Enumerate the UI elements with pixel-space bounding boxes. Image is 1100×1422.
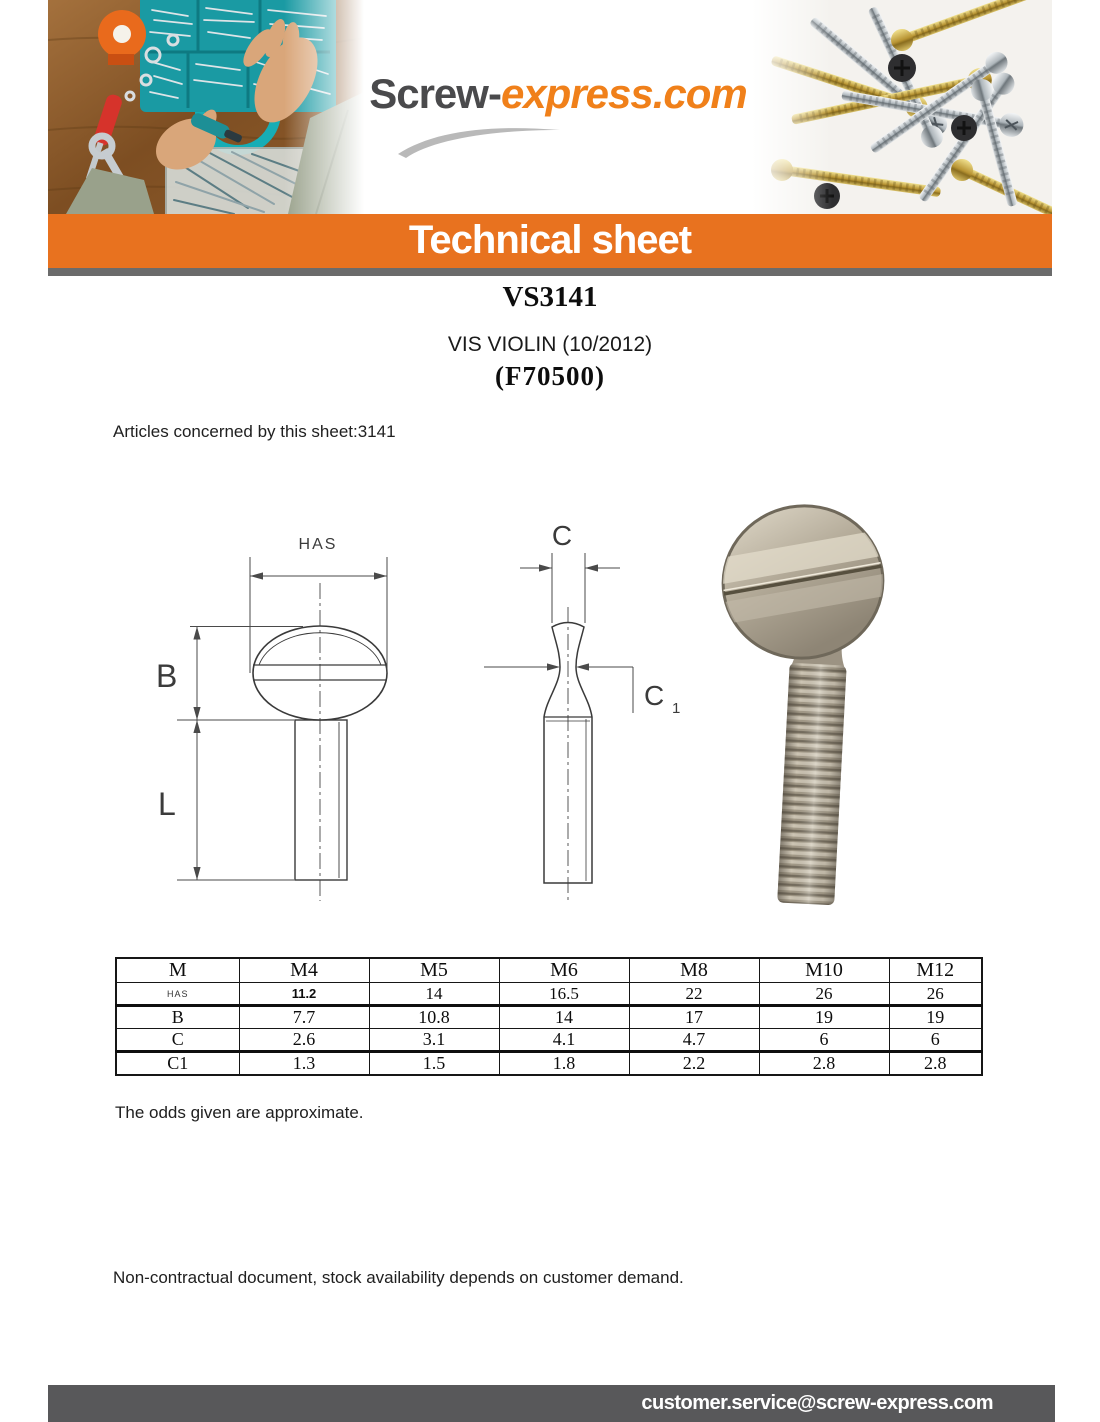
thumb-screw-photo (705, 492, 925, 912)
cell: 3.1 (369, 1029, 499, 1052)
screw-pile-photo (752, 0, 1052, 214)
product-name: VIS VIOLIN (10/2012) (447, 333, 653, 356)
col-header: M4 (239, 958, 369, 983)
cell: 2.6 (239, 1029, 369, 1052)
row-label: C1 (116, 1052, 239, 1076)
table-header-row (116, 958, 982, 983)
col-header: M6 (499, 958, 629, 983)
logo-swoosh-icon (394, 124, 564, 160)
banner-title: Technical sheet (408, 218, 692, 262)
col-header: M10 (759, 958, 889, 983)
dim-label-c: C (551, 520, 573, 551)
cell: 17 (629, 1006, 759, 1029)
cell: 2.2 (629, 1052, 759, 1076)
dim-label-l: L (158, 786, 176, 822)
footer-email-link[interactable]: customer.service@screw-express.com (641, 1392, 993, 1414)
cell: 11.2 (239, 983, 369, 1006)
cell: 19 (889, 1006, 982, 1029)
disclaimer-note: Non-contractual document, stock availability depends on customer demand. (113, 1268, 684, 1287)
dim-label-c1-main: C (644, 680, 665, 711)
dim-label-b: B (156, 658, 178, 694)
cell: 1.8 (499, 1052, 629, 1076)
dimension-table (115, 957, 981, 1076)
cell: 6 (889, 1029, 982, 1052)
logo-part2: express.com (500, 70, 747, 117)
front-view-drawing (120, 505, 410, 905)
cell: 26 (889, 983, 982, 1006)
table-row-b (116, 1006, 982, 1029)
cell: 1.3 (239, 1052, 369, 1076)
cell: 4.7 (629, 1029, 759, 1052)
cell: 7.7 (239, 1006, 369, 1029)
dim-label-has: HAS (298, 536, 338, 553)
cell: 22 (629, 983, 759, 1006)
banner (48, 214, 1052, 268)
approximate-note: The odds given are approximate. (115, 1103, 364, 1122)
cell: 1.5 (369, 1052, 499, 1076)
dim-label-c1-sub: 1 (672, 700, 681, 717)
col-header: M8 (629, 958, 759, 983)
col-header: M12 (889, 958, 982, 983)
logo-text (364, 70, 752, 118)
workbench-photo (48, 0, 364, 214)
table-row-has (116, 983, 982, 1006)
row-label: HAS (116, 983, 239, 1006)
cell: 10.8 (369, 1006, 499, 1029)
cell: 4.1 (499, 1029, 629, 1052)
cell: 2.8 (889, 1052, 982, 1076)
product-reference: (F70500) (495, 361, 605, 391)
logo-part1: Screw- (369, 70, 501, 117)
banner-underline (48, 268, 1052, 276)
cell: 16.5 (499, 983, 629, 1006)
cell: 14 (499, 1006, 629, 1029)
col-header: M (116, 958, 239, 983)
cell: 2.8 (759, 1052, 889, 1076)
row-label: C (116, 1029, 239, 1052)
product-code: VS3141 (502, 281, 598, 313)
logo (364, 0, 752, 214)
cell: 14 (369, 983, 499, 1006)
articles-note: Articles concerned by this sheet:3141 (113, 422, 396, 441)
col-header: M5 (369, 958, 499, 983)
row-label: B (116, 1006, 239, 1029)
footer-bar (48, 1385, 1055, 1422)
cell: 26 (759, 983, 889, 1006)
table-row-c (116, 1029, 982, 1052)
cell: 6 (759, 1029, 889, 1052)
cell: 19 (759, 1006, 889, 1029)
table-row-c1 (116, 1052, 982, 1076)
side-view-drawing (480, 505, 710, 905)
